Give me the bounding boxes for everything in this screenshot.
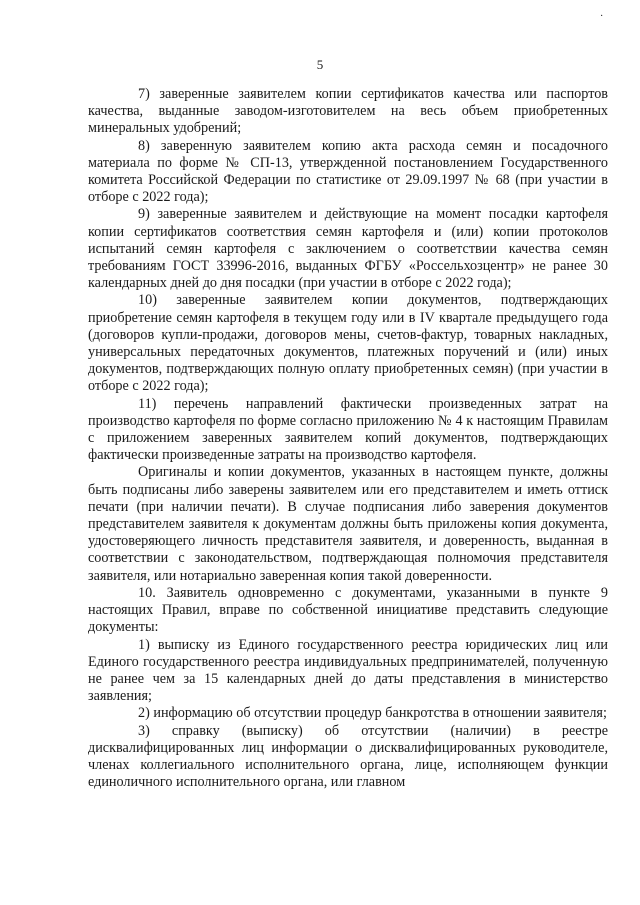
paragraph-originals: Оригиналы и копии документов, указанных в настоящем пункте, должны быть подписаны либо заверены заявителем или его представителем и иметь оттиск печати (при наличии печати). В случае подписания либо заверения документов представителем заявителя к документам должны быть приложены копия документа, удостоверяющего личность представителя заявителя, и доверенность, выданная в соответствии с законодательством, подтверждающая полномочия представителя заявителя, или нотариально заверенная копия такой доверенности. bbox=[88, 464, 608, 584]
paragraph-item-8: 8) заверенную заявителем копию акта расхода семян и посадочного материала по форме № СП-13, утвержденной постановлением Государственного комитета Российской Федерации по статистике от 29.09.1997 № 68 (при участии в отборе с 2022 года); bbox=[88, 137, 608, 206]
paragraph-item-11: 11) перечень направлений фактически произведенных затрат на производство картофеля по форме согласно приложению № 4 к настоящим Правилам с приложением заверенных заявителем копий документов, подтверждающих фактически произведенные затраты на производство картофеля. bbox=[88, 395, 608, 464]
corner-mark: · bbox=[600, 11, 604, 22]
paragraph-subitem-1: 1) выписку из Единого государственного реестра юридических лиц или Единого государственного реестра индивидуальных предпринимателей, полученную не ранее чем за 15 календарных дней до даты представления в министерство заявления; bbox=[88, 636, 608, 705]
paragraph-item-7: 7) заверенные заявителем копии сертификатов качества или паспортов качества, выданные заводом-изготовителем на весь объем приобретенных минеральных удобрений; bbox=[88, 86, 608, 137]
document-body bbox=[88, 86, 608, 791]
paragraph-subitem-2: 2) информацию об отсутствии процедур банкротства в отношении заявителя; bbox=[138, 705, 607, 722]
paragraph-clause-10: 10. Заявитель одновременно с документами, указанными в пункте 9 настоящих Правил, вправе по собственной инициативе представить следующие документы: bbox=[88, 584, 608, 636]
paragraph-item-10: 10) заверенные заявителем копии документов, подтверждающих приобретение семян картофеля в текущем году или в IV квартале предыдущего года (договоров купли-продажи, договоров мены, счетов-фактур, товарных накладных, универсальных передаточных документов, платежных поручений и (или) иных документов, подтверждающих полную оплату приобретенных семян) (при участии в отборе с 2022 года); bbox=[88, 292, 608, 395]
paragraph-item-9: 9) заверенные заявителем и действующие на момент посадки картофеля копии сертификатов соответствия семян картофеля и (или) копии протоколов испытаний семян картофеля с заключением о соответствии качества семян требованиям ГОСТ 33996-2016, выданных ФГБУ «Россельхозцентр» не ранее 30 календарных дней до дня посадки (при участии в отборе с 2022 года); bbox=[88, 206, 608, 292]
paragraph-subitem-3: 3) справку (выписку) об отсутствии (наличии) в реестре дисквалифицированных лиц информации о дисквалифицированных руководителе, членах коллегиального исполнительного органа, лице, исполняющем функции единоличного исполнительного органа, или главном bbox=[88, 722, 608, 791]
page-number: 5 bbox=[316, 57, 324, 72]
